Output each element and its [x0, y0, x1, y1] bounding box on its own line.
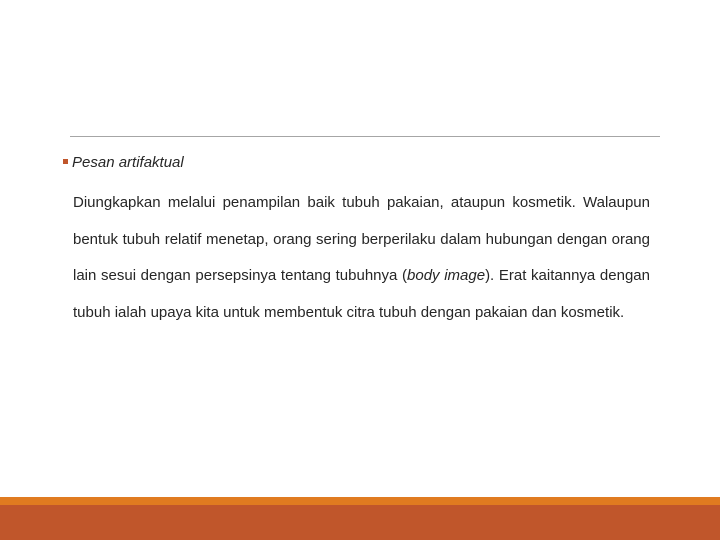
paragraph-italic-term: body image [407, 267, 486, 284]
footer-accent-stripe [0, 497, 720, 505]
paragraph-part-1: Diungkapkan melalui penampilan baik tubuh pakaian, ataupun kosmetik. Walaupun bentuk tubuh relatif menetap, orang sering berperilaku dalam hubungan dengan orang lain sesui dengan persepsinya tentang tubuhnya ( [73, 194, 650, 284]
footer-bar [0, 505, 720, 540]
divider-line [70, 136, 660, 137]
heading-text: Pesan artifaktual [72, 154, 184, 171]
square-bullet-icon [63, 159, 68, 164]
body-paragraph [73, 185, 650, 331]
paragraph-text [73, 185, 650, 331]
section-heading [63, 154, 184, 171]
paragraph-part-2: ). Erat kaitannya dengan tubuh ialah upaya kita untuk membentuk citra tubuh dengan pakaian dan kosmetik. [73, 267, 650, 321]
